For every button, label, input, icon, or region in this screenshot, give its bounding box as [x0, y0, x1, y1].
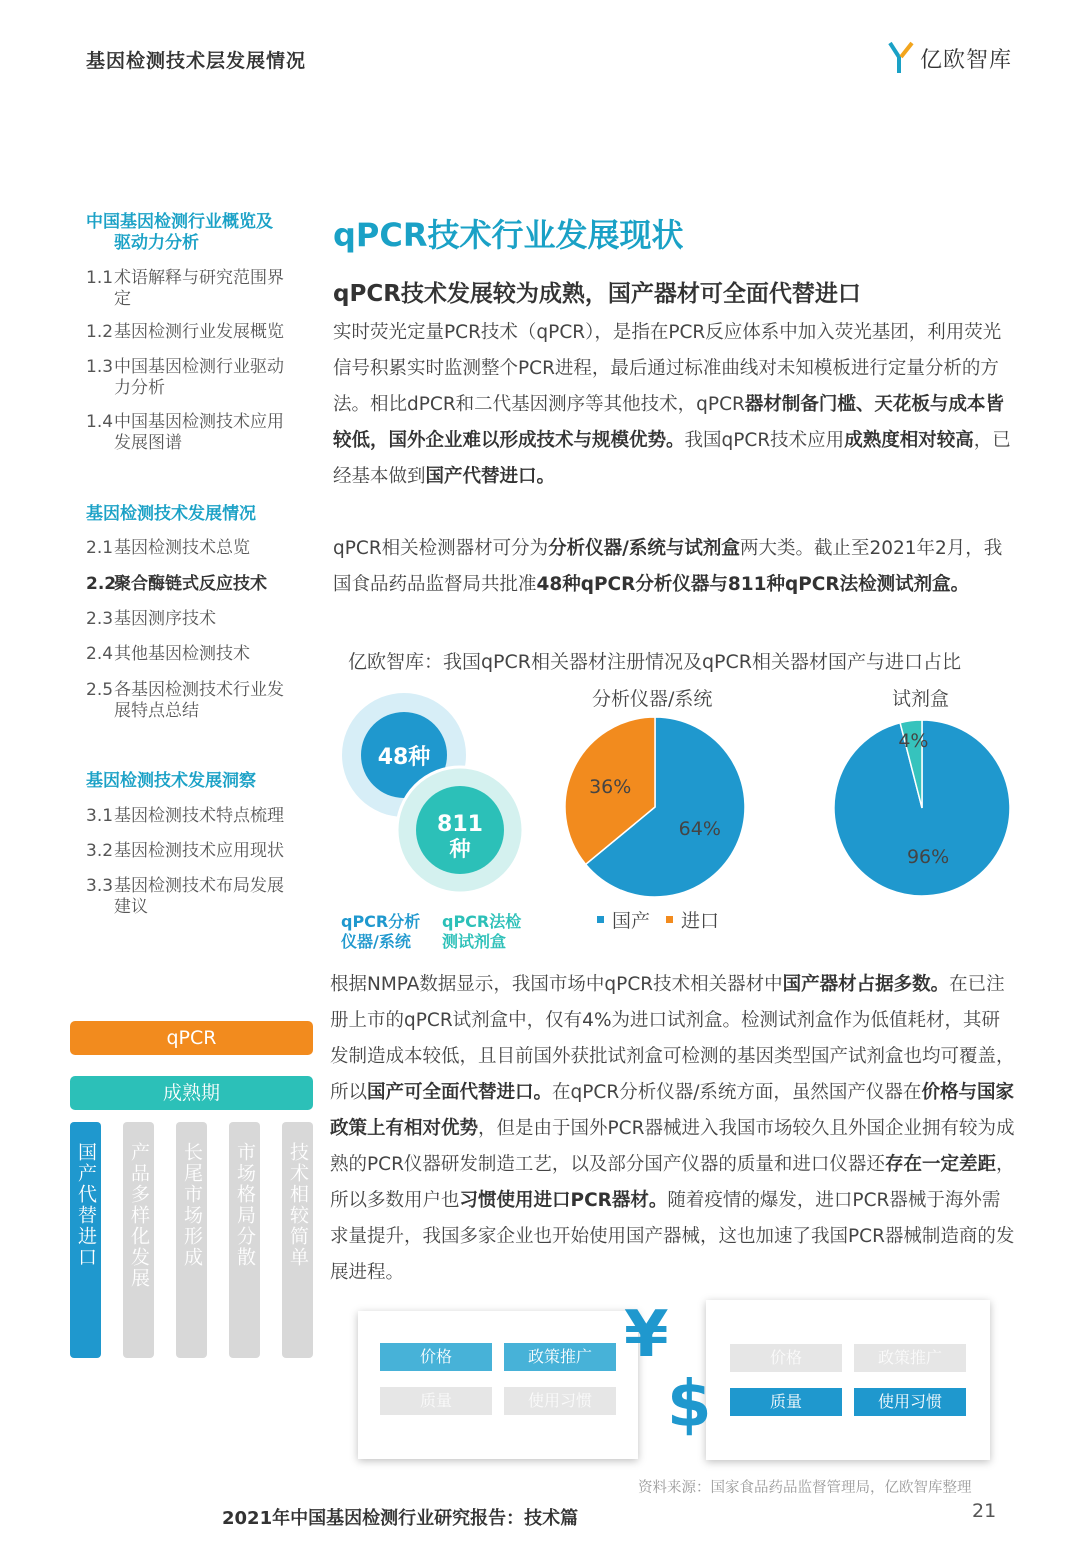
reagent-count-unit: 种	[449, 837, 471, 861]
brand-logo	[888, 38, 1018, 78]
import-compare-card	[706, 1300, 990, 1460]
tag-price: 价格	[730, 1344, 842, 1372]
bold-phrase: 器材制备门槛、天花板与成本皆较低，国外企业难以形成技术与规模优势。	[333, 394, 1004, 451]
paragraph-approval	[333, 531, 1013, 603]
yuan-icon: ¥	[624, 1298, 669, 1372]
feature-column-highlight: 国产代替进口	[70, 1122, 101, 1358]
chart-title: 亿欧智库：我国qPCR相关器材注册情况及qPCR相关器材国产与进口占比	[348, 651, 961, 673]
page-title: qPCR技术行业发展现状	[333, 216, 684, 254]
legend-import-swatch	[666, 916, 673, 923]
text-run: ，所以多数用户也	[330, 1154, 1015, 1211]
chart-legend	[597, 906, 719, 933]
sidebar-section-title[interactable]: 基因检测技术发展情况	[86, 504, 256, 524]
sidebar-item-2-3[interactable]: 2.3基因测序技术	[86, 609, 216, 629]
tag-habit: 使用习惯	[504, 1387, 616, 1415]
sidebar-item-2-4[interactable]: 2.4其他基因检测技术	[86, 644, 250, 664]
tech-label-bar: qPCR	[70, 1021, 313, 1055]
legend-domestic-swatch	[597, 916, 604, 923]
bold-phrase: 成熟度相对较高	[844, 430, 974, 451]
text-run: qPCR相关检测器材可分为	[333, 538, 549, 559]
text-run: 在qPCR分析仪器/系统方面，虽然国产仪器在	[552, 1082, 922, 1103]
text-run: 随着疫情的爆发，进口PCR器械于海外需求量提升，我国多家企业也开始使用国产器械，这也加速了我国PCR器械制造商的发展进程。	[330, 1190, 1015, 1283]
sidebar-item-2-2[interactable]: 2.2聚合酶链式反应技术	[86, 574, 267, 594]
bold-phrase: 存在一定差距	[884, 1154, 996, 1175]
sidebar-item-3-1[interactable]: 3.1基因检测技术特点梳理	[86, 806, 284, 826]
text-run: 我国qPCR技术应用	[684, 430, 845, 451]
brand-logo-icon	[888, 41, 914, 75]
text-run: ，但是由于国外PCR器械进入我国市场较久且外国企业拥有较为成熟的PCR仪器研发制造工艺，以及部分国产仪器的质量和进口仪器还	[330, 1118, 1015, 1175]
bold-phrase: 国产器材占据多数。	[782, 974, 950, 995]
brand-name: 亿欧智库	[920, 47, 1013, 73]
count-bubbles	[330, 680, 530, 900]
bold-phrase: 价格与国家政策上有相对优势	[330, 1082, 1014, 1139]
pie-slice-label: 96%	[906, 846, 950, 869]
sidebar-item-1-4[interactable]: 1.4中国基因检测技术应用 发展图谱	[86, 412, 284, 453]
dollar-icon: $	[667, 1368, 712, 1442]
reagent-count-label: qPCR法检 测试剂盒	[442, 912, 522, 951]
pie-slice-label: 64%	[678, 818, 721, 841]
sidebar-item-3-2[interactable]: 3.2基因检测技术应用现状	[86, 841, 284, 861]
tag-policy: 政策推广	[854, 1344, 966, 1372]
paragraph-intro	[333, 315, 1013, 495]
subtitle: qPCR技术发展较为成熟，国产器材可全面代替进口	[333, 281, 861, 307]
bold-phrase: 国产代替进口。	[425, 466, 556, 487]
bold-phrase: 48种qPCR分析仪器与811种qPCR法检测试剂盒。	[536, 574, 970, 595]
sidebar-item-2-5[interactable]: 2.5各基因检测技术行业发 展特点总结	[86, 680, 284, 721]
sidebar-item-3-3[interactable]: 3.3基因检测技术布局发展 建议	[86, 876, 284, 917]
feature-column: 长尾市场形成	[176, 1122, 207, 1358]
tag-quality: 质量	[380, 1387, 492, 1415]
text-run: ，已经基本做到	[333, 430, 1011, 487]
text-run: 根据NMPA数据显示，我国市场中qPCR技术相关器材中	[330, 974, 783, 995]
pie-instrument-title: 分析仪器/系统	[592, 688, 713, 710]
bold-phrase: 分析仪器/系统与试剂盒	[548, 538, 740, 559]
pie-instrument	[565, 717, 745, 897]
pie-reagent-title: 试剂盒	[892, 688, 950, 710]
feature-column: 市场格局分散	[229, 1122, 260, 1358]
instrument-count-label: qPCR分析 仪器/系统	[341, 912, 421, 951]
source-note: 资料来源：国家食品药品监督管理局，亿欧智库整理	[638, 1480, 972, 1496]
text-run: 两大类。截止至2021年2月，我国食品药品监督局共批准	[333, 538, 1003, 595]
reagent-count-number: 811	[437, 812, 483, 837]
stage-label-bar: 成熟期	[70, 1076, 313, 1110]
bold-phrase: 国产可全面代替进口。	[367, 1082, 553, 1103]
tag-habit: 使用习惯	[854, 1388, 966, 1416]
domestic-compare-card	[358, 1311, 638, 1459]
report-title: 2021年中国基因检测行业研究报告：技术篇	[222, 1508, 579, 1529]
feature-column: 产品多样化发展	[123, 1122, 154, 1358]
instrument-count: 48种	[377, 745, 431, 770]
section-title: 基因检测技术层发展情况	[86, 50, 307, 72]
legend-domestic: 国产	[612, 910, 651, 932]
pie-slice-label: 4%	[898, 729, 929, 752]
sidebar-item-2-1[interactable]: 2.1基因检测技术总览	[86, 538, 250, 558]
tag-quality: 质量	[730, 1388, 842, 1416]
sidebar-item-1-1[interactable]: 1.1术语解释与研究范围界 定	[86, 268, 284, 309]
pie-slice-label: 36%	[589, 775, 632, 798]
pie-reagent	[834, 720, 1010, 896]
text-run: 实时荧光定量PCR技术（qPCR），是指在PCR反应体系中加入荧光基团，利用荧光信号积累实时监测整个PCR进程，最后通过标准曲线对未知模板进行定量分析的方法。相比dPCR和二代基因测序等其他技术，qPCR	[333, 322, 1002, 415]
page-number: 21	[972, 1500, 997, 1522]
bold-phrase: 习惯使用进口PCR器材。	[459, 1190, 668, 1211]
pie-charts	[560, 712, 1020, 902]
paragraph-analysis	[330, 967, 1015, 1291]
tag-policy: 政策推广	[504, 1343, 616, 1371]
feature-column: 技术相较简单	[282, 1122, 313, 1358]
sidebar-section-title[interactable]: 基因检测技术发展洞察	[86, 771, 256, 791]
text-run: 在已注册上市的qPCR试剂盒中，仅有4%为进口试剂盒。检测试剂盒作为低值耗材，其研发制造成本较低，且目前国外获批试剂盒可检测的基因类型国产试剂盒也均可覆盖，所以	[330, 974, 1015, 1103]
legend-import: 进口	[681, 910, 720, 932]
sidebar-item-1-2[interactable]: 1.2基因检测行业发展概览	[86, 322, 284, 342]
tag-price: 价格	[380, 1343, 492, 1371]
sidebar-item-1-3[interactable]: 1.3中国基因检测行业驱动 力分析	[86, 357, 284, 398]
sidebar-section-title[interactable]: 中国基因检测行业概览及 驱动力分析	[86, 212, 273, 253]
